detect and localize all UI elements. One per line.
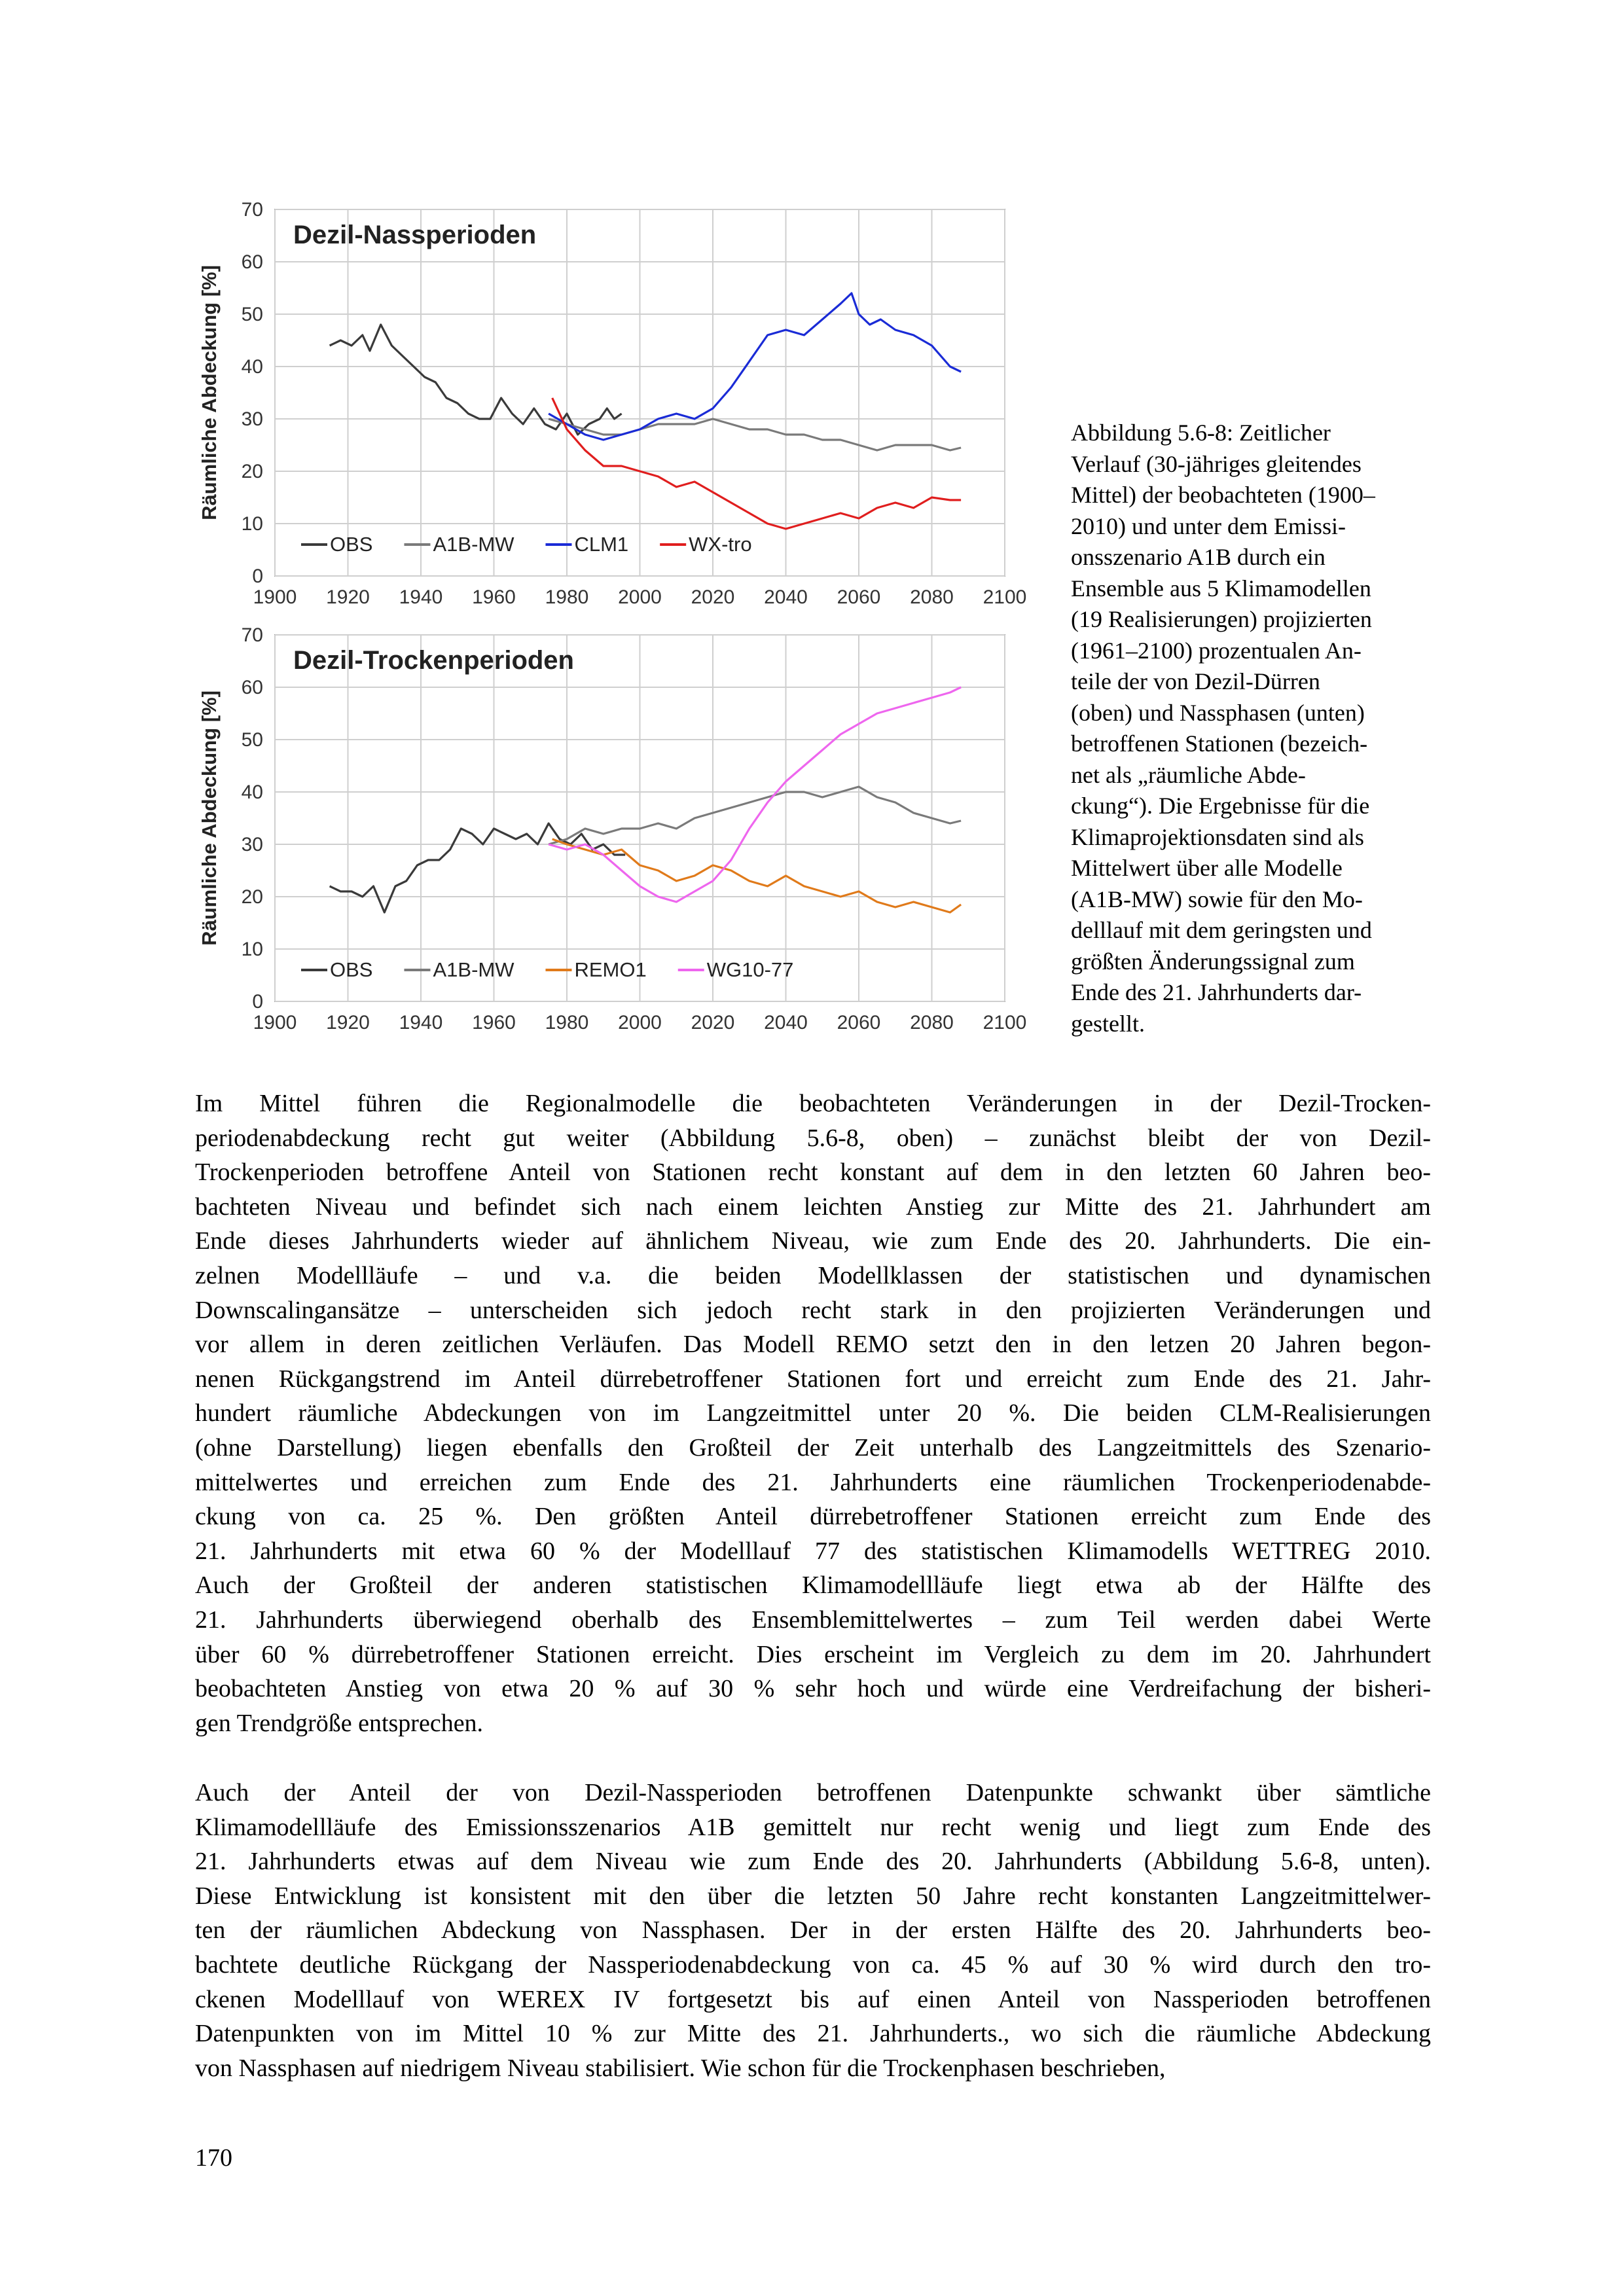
- legend-label: A1B-MW: [433, 533, 514, 556]
- x-tick-label: 2060: [837, 1012, 881, 1033]
- x-tick-label: 2000: [618, 586, 662, 608]
- text-line: ckenen Modelllauf von WEREX IV fortgesetzt bis auf einen Anteil von Nassperioden betroffenen: [195, 1985, 1431, 2013]
- y-axis-label: Räumliche Abdeckung [%]: [198, 691, 221, 946]
- x-tick-label: 1980: [545, 586, 589, 608]
- text-line: Trockenperioden betroffene Anteil von Stationen recht konstant auf dem in den letzten 60 Jahren beo-: [195, 1158, 1431, 1187]
- text-line: Datenpunkten von im Mittel 10 % zur Mitte des 21. Jahrhunderts., wo sich die räumliche Abdeckung: [195, 2020, 1431, 2048]
- x-tick-label: 1920: [326, 1012, 370, 1033]
- caption-line: ckung“). Die Ergebnisse für die: [1071, 793, 1370, 819]
- x-tick-label: 1920: [326, 586, 370, 608]
- caption-line: teile der von Dezil-Dürren: [1071, 668, 1320, 694]
- caption-line: net als „räumliche Abde-: [1071, 761, 1306, 788]
- caption-line: delllauf mit dem geringsten und: [1071, 917, 1372, 943]
- y-tick-label: 30: [241, 408, 263, 430]
- x-tick-label: 2080: [910, 1012, 954, 1033]
- chart-trockenperioden: [190, 609, 1027, 1041]
- legend-label: A1B-MW: [433, 958, 514, 981]
- y-tick-label: 40: [241, 781, 263, 803]
- x-tick-label: 1960: [472, 586, 516, 608]
- y-tick-label: 0: [252, 565, 263, 587]
- text-line: Klimamodellläufe des Emissionsszenarios A1B gemittelt nur recht wenig und liegt zum Ende des: [195, 1813, 1431, 1841]
- text-line: 21. Jahrhunderts etwas auf dem Niveau wie zum Ende des 20. Jahrhunderts (Abbildung 5.6-8, unten).: [195, 1848, 1431, 1876]
- x-tick-label: 2060: [837, 586, 881, 608]
- text-line: bachteten Niveau und befindet sich nach einem leichten Anstieg zur Mitte des 21. Jahrhundert am: [195, 1193, 1431, 1221]
- figure-5-6-8: [190, 183, 1027, 1060]
- caption-line: Mittelwert über alle Modelle: [1071, 855, 1343, 881]
- x-tick-label: 2000: [618, 1012, 662, 1033]
- legend-label: OBS: [330, 958, 373, 981]
- caption-line: Ensemble aus 5 Klimamodellen: [1071, 575, 1371, 601]
- y-tick-label: 60: [241, 677, 263, 698]
- x-tick-label: 2040: [764, 586, 808, 608]
- chart-nassperioden: [190, 183, 1027, 615]
- caption-line: größten Änderungssignal zum: [1071, 948, 1355, 975]
- text-line: hundert räumliche Abdeckungen von im Langzeitmittel unter 20 %. Die beiden CLM-Realisierungen: [195, 1399, 1431, 1427]
- y-tick-label: 10: [241, 513, 263, 535]
- caption-line: betroffenen Stationen (bezeich-: [1071, 730, 1368, 757]
- y-tick-label: 0: [252, 991, 263, 1013]
- x-tick-label: 2100: [983, 1012, 1027, 1033]
- text-line: (ohne Darstellung) liegen ebenfalls den Großteil der Zeit unterhalb des Langzeitmittels des Szenario-: [195, 1433, 1431, 1462]
- text-line: Auch der Großteil der anderen statistischen Klimamodellläufe liegt etwa ab der Hälfte des: [195, 1571, 1431, 1600]
- x-tick-label: 1960: [472, 1012, 516, 1033]
- caption-line: (oben) und Nassphasen (unten): [1071, 699, 1365, 726]
- chart-nassperioden-svg: [190, 183, 1027, 615]
- text-line: bachtete deutliche Rückgang der Nassperiodenabdeckung von ca. 45 % auf 30 % wird durch den tro-: [195, 1950, 1431, 1979]
- caption-line: Abbildung 5.6-8: Zeitlicher: [1071, 420, 1331, 446]
- legend-label: REMO1: [574, 958, 647, 981]
- y-axis-label: Räumliche Abdeckung [%]: [198, 265, 221, 520]
- figure-caption: [1071, 418, 1424, 1039]
- caption-line: 2010) und unter dem Emissi-: [1071, 512, 1346, 539]
- caption-line: onsszenario A1B durch ein: [1071, 544, 1326, 570]
- text-line: Ende dieses Jahrhunderts wieder auf ähnlichem Niveau, wie zum Ende des 20. Jahrhunderts. Die ein-: [195, 1227, 1431, 1255]
- y-tick-label: 60: [241, 251, 263, 273]
- caption-line: (A1B-MW) sowie für den Mo-: [1071, 886, 1363, 912]
- x-tick-label: 1940: [399, 1012, 443, 1033]
- y-tick-label: 20: [241, 461, 263, 482]
- text-line: Diese Entwicklung ist konsistent mit den über die letzten 50 Jahre recht konstanten Langzeitmittelwer-: [195, 1882, 1431, 1910]
- x-tick-label: 2020: [691, 586, 735, 608]
- page-number: 170: [195, 2144, 232, 2172]
- caption-line: Ende des 21. Jahrhunderts dar-: [1071, 979, 1362, 1005]
- caption-line: Klimaprojektionsdaten sind als: [1071, 823, 1364, 850]
- legend-label: WX-tro: [689, 533, 752, 556]
- legend-label: CLM1: [574, 533, 629, 556]
- x-tick-label: 2080: [910, 586, 954, 608]
- text-line: periodenabdeckung recht gut weiter (Abbildung 5.6-8, oben) – zunächst bleibt der von Dezil-: [195, 1124, 1431, 1152]
- text-line: Im Mittel führen die Regionalmodelle die beobachteten Veränderungen in der Dezil-Trocken-: [195, 1090, 1431, 1117]
- y-tick-label: 70: [241, 624, 263, 646]
- caption-line: gestellt.: [1071, 1010, 1145, 1037]
- text-line: beobachteten Anstieg von etwa 20 % auf 30 % sehr hoch und würde eine Verdreifachung der bisheri-: [195, 1675, 1431, 1703]
- text-line: über 60 % dürrebetroffener Stationen erreicht. Dies erscheint im Vergleich zu dem im 20. Jahrhundert: [195, 1640, 1431, 1668]
- text-line: zelnen Modellläufe – und v.a. die beiden Modellklassen der statistischen und dynamischen: [195, 1261, 1431, 1289]
- chart-title: Dezil-Nassperioden: [293, 221, 537, 249]
- legend-label: WG10-77: [706, 958, 794, 981]
- caption-line: Verlauf (30-jähriges gleitendes: [1071, 450, 1362, 477]
- text-line: nenen Rückgangstrend im Anteil dürrebetroffener Stationen fort und erreicht zum Ende des 21. Jahr-: [195, 1365, 1431, 1393]
- y-tick-label: 50: [241, 304, 263, 325]
- y-tick-label: 30: [241, 834, 263, 855]
- x-tick-label: 2100: [983, 586, 1027, 608]
- text-line: vor allem in deren zeitlichen Verläufen. Das Modell REMO setzt den in den letzen 20 Jahren begon-: [195, 1331, 1431, 1359]
- legend-label: OBS: [330, 533, 373, 556]
- text-line: ckung von ca. 25 %. Den größten Anteil dürrebetroffener Stationen erreicht zum Ende des: [195, 1503, 1431, 1531]
- y-tick-label: 50: [241, 729, 263, 751]
- x-tick-label: 1940: [399, 586, 443, 608]
- text-line: mittelwertes und erreichen zum Ende des 21. Jahrhunderts eine räumlichen Trockenperiodenabde-: [195, 1468, 1431, 1496]
- text-line: 21. Jahrhunderts überwiegend oberhalb des Ensemblemittelwertes – zum Teil werden dabei Werte: [195, 1605, 1431, 1634]
- chart-trockenperioden-svg: [190, 609, 1027, 1041]
- y-tick-label: 20: [241, 886, 263, 908]
- y-tick-label: 70: [241, 199, 263, 221]
- text-line: von Nassphasen auf niedrigem Niveau stabilisiert. Wie schon für die Trockenphasen beschrieben,: [195, 2054, 1166, 2082]
- text-line: 21. Jahrhunderts mit etwa 60 % der Modelllauf 77 des statistischen Klimamodells WETTREG 2010.: [195, 1537, 1431, 1565]
- y-tick-label: 10: [241, 939, 263, 960]
- y-tick-label: 40: [241, 356, 263, 378]
- caption-line: (19 Realisierungen) projizierten: [1071, 606, 1372, 632]
- text-line: Auch der Anteil der von Dezil-Nassperioden betroffenen Datenpunkte schwankt über sämtliche: [195, 1779, 1431, 1806]
- caption-line: (1961–2100) prozentualen An-: [1071, 637, 1362, 664]
- x-tick-label: 2040: [764, 1012, 808, 1033]
- text-line: gen Trendgröße entsprechen.: [195, 1709, 484, 1737]
- x-tick-label: 1980: [545, 1012, 589, 1033]
- text-line: Downscalingansätze – unterscheiden sich jedoch recht stark in den projizierten Veränderungen und: [195, 1296, 1431, 1324]
- x-tick-label: 2020: [691, 1012, 735, 1033]
- body-paragraph-1: [195, 1086, 1431, 1740]
- body-paragraph-2: [195, 1776, 1431, 2085]
- caption-line: Mittel) der beobachteten (1900–: [1071, 482, 1375, 508]
- x-tick-label: 1900: [253, 586, 297, 608]
- x-tick-label: 1900: [253, 1012, 297, 1033]
- chart-title: Dezil-Trockenperioden: [293, 646, 574, 675]
- text-line: ten der räumlichen Abdeckung von Nassphasen. Der in der ersten Hälfte des 20. Jahrhunderts beo-: [195, 1916, 1431, 1945]
